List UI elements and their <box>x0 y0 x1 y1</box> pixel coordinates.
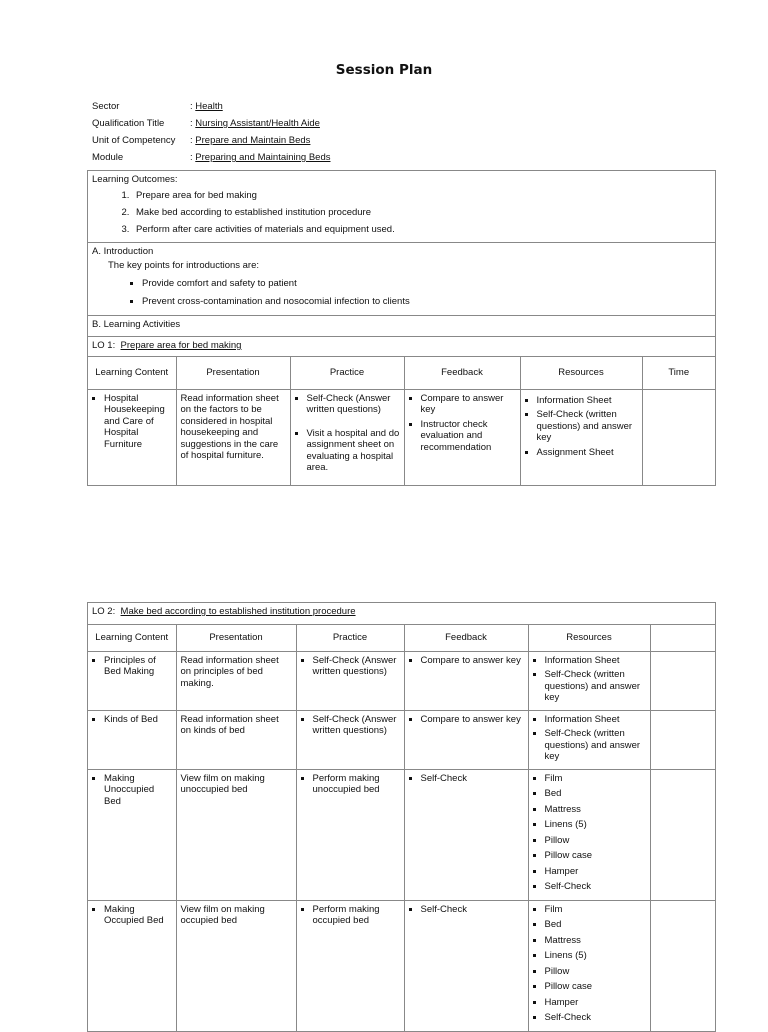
cell-practice-item: ▪ Self-Check (Answer written questions) <box>313 714 400 737</box>
cell-resource-item: ▪ Mattress <box>545 804 646 816</box>
cell-resource-item: ▪ Pillow <box>545 835 646 847</box>
learning-activities-heading: B. Learning Activities <box>88 316 715 337</box>
cell-resource-item: ▪ Mattress <box>545 935 646 947</box>
table-header-row <box>88 625 715 651</box>
cell-time <box>650 769 715 900</box>
learning-outcome-item: 2. Make bed according to established institution procedure <box>132 204 711 221</box>
cell-content: ▪ Kinds of Bed <box>104 714 172 726</box>
col-header-feedback: Feedback <box>404 357 520 389</box>
table-row <box>88 389 715 485</box>
cell-resource-item: ▪ Self-Check (written questions) and answer key <box>537 409 638 444</box>
lo2-label: LO 2: <box>92 606 116 617</box>
cell-resource-item: ▪ Linens (5) <box>545 819 646 831</box>
learning-outcome-item: 1. Prepare area for bed making <box>132 187 711 204</box>
meta-key: Qualification Title <box>92 118 165 129</box>
col-header-practice: Practice <box>296 625 404 651</box>
cell-content: ▪ Hospital Housekeeping and Care of Hospital Furniture <box>104 393 172 451</box>
cell-resource-item: ▪ Film <box>545 773 646 785</box>
lo1-table-wrap <box>88 357 715 485</box>
table-row <box>88 651 715 710</box>
cell-resource-item: ▪ Pillow <box>545 966 646 978</box>
cell-resource-item: ▪ Self-Check (written questions) and answer key <box>545 728 646 763</box>
meta-row-module: Module : Preparing and Maintaining Beds <box>92 152 330 169</box>
lo2-table <box>88 625 715 1031</box>
cell-presentation: View film on making occupied bed <box>176 900 296 1031</box>
introduction-point: ▪ Provide comfort and safety to patient <box>142 275 711 293</box>
meta-key: Unit of Competency <box>92 135 176 146</box>
learning-outcomes-heading: Learning Outcomes: <box>92 174 178 185</box>
cell-resource-item: ▪ Pillow case <box>545 981 646 993</box>
lo1-table <box>88 357 715 485</box>
cell-practice-item: ▪ Perform making occupied bed <box>313 904 400 927</box>
cell-presentation: Read information sheet on principles of bed making. <box>176 651 296 710</box>
cell-resource-item: ▪ Information Sheet <box>545 714 646 726</box>
page-title: Session Plan <box>335 62 433 78</box>
col-header-resources: Resources <box>520 357 642 389</box>
table-row <box>88 710 715 769</box>
col-header-presentation: Presentation <box>176 357 290 389</box>
lo2-table-wrap <box>88 625 715 1031</box>
meta-key: Module <box>92 152 124 163</box>
cell-resource-item: ▪ Bed <box>545 788 646 800</box>
col-header-resources: Resources <box>528 625 650 651</box>
lo1-label: LO 1: <box>92 340 116 351</box>
col-header-content: Learning Content <box>88 357 176 389</box>
cell-resource-item: ▪ Self-Check <box>545 881 646 893</box>
introduction-point: ▪ Prevent cross-contamination and nosocomial infection to clients <box>142 293 711 311</box>
cell-time <box>650 710 715 769</box>
cell-resource-item: ▪ Hamper <box>545 866 646 878</box>
learning-outcome-item: 3. Perform after care activities of materials and equipment used. <box>132 221 711 238</box>
cell-content: ▪ Making Unoccupied Bed <box>104 773 172 808</box>
cell-content: ▪ Making Occupied Bed <box>104 904 172 927</box>
cell-practice-item: ▪ Visit a hospital and do assignment sheet on evaluating a hospital area. <box>307 428 400 474</box>
col-header-time <box>650 625 715 651</box>
cell-time <box>650 900 715 1031</box>
cell-practice-item: ▪ Self-Check (Answer written questions) <box>307 393 400 416</box>
cell-feedback-item: ▪ Self-Check <box>421 773 524 785</box>
cell-feedback-item: ▪ Compare to answer key <box>421 655 524 667</box>
cell-practice-item: ▪ Perform making unoccupied bed <box>313 773 400 796</box>
table-header-row <box>88 357 715 389</box>
cell-time <box>650 651 715 710</box>
cell-resource-item: ▪ Bed <box>545 919 646 931</box>
introduction-lead: The key points for introductions are: <box>108 260 260 271</box>
learning-outcomes-block <box>88 171 715 243</box>
cell-resource-item: ▪ Assignment Sheet <box>537 447 638 459</box>
cell-feedback-item: ▪ Compare to answer key <box>421 714 524 726</box>
lo1-heading <box>88 337 715 357</box>
meta-row-sector: Sector : Health <box>92 101 330 118</box>
cell-presentation: Read information sheet on kinds of bed <box>176 710 296 769</box>
cell-presentation: Read information sheet on the factors to be considered in hospital housekeeping and suggestions in the care of hospital furniture. <box>176 389 290 485</box>
session-plan-box-2 <box>87 602 716 1032</box>
col-header-content: Learning Content <box>88 625 176 651</box>
introduction-block <box>88 243 715 316</box>
cell-resource-item: ▪ Information Sheet <box>545 655 646 667</box>
meta-row-unit: Unit of Competency : Prepare and Maintain Beds <box>92 135 330 152</box>
meta-value: Prepare and Maintain Beds <box>195 135 311 146</box>
col-header-time: Time <box>642 357 715 389</box>
meta-value: Health <box>195 101 223 112</box>
lo1-title: Prepare area for bed making <box>120 340 242 351</box>
meta-value: Preparing and Maintaining Beds <box>195 152 331 163</box>
cell-resource-item: ▪ Hamper <box>545 997 646 1009</box>
meta-value: Nursing Assistant/Health Aide <box>195 118 320 129</box>
cell-feedback-item: ▪ Self-Check <box>421 904 524 916</box>
cell-time <box>642 389 715 485</box>
cell-resource-item: ▪ Linens (5) <box>545 950 646 962</box>
meta-key: Sector <box>92 101 120 112</box>
header-fields <box>92 101 330 169</box>
cell-practice-item: ▪ Self-Check (Answer written questions) <box>313 655 400 678</box>
cell-presentation: View film on making unoccupied bed <box>176 769 296 900</box>
lo2-title: Make bed according to established institution procedure <box>120 606 356 617</box>
cell-resource-item: ▪ Information Sheet <box>537 395 638 407</box>
col-header-presentation: Presentation <box>176 625 296 651</box>
session-plan-box-1 <box>87 170 716 486</box>
cell-feedback-item: ▪ Instructor check evaluation and recommendation <box>421 419 516 454</box>
cell-resource-item: ▪ Self-Check <box>545 1012 646 1024</box>
cell-content: ▪ Principles of Bed Making <box>104 655 172 678</box>
cell-resource-item: ▪ Film <box>545 904 646 916</box>
lo2-heading <box>88 603 715 625</box>
table-row <box>88 900 715 1031</box>
cell-feedback-item: ▪ Compare to answer key <box>421 393 516 416</box>
meta-row-qualification: Qualification Title : Nursing Assistant/Health Aide <box>92 118 330 135</box>
cell-resource-item: ▪ Pillow case <box>545 850 646 862</box>
table-row <box>88 769 715 900</box>
introduction-heading: A. Introduction <box>92 246 154 257</box>
col-header-feedback: Feedback <box>404 625 528 651</box>
col-header-practice: Practice <box>290 357 404 389</box>
cell-resource-item: ▪ Self-Check (written questions) and answer key <box>545 669 646 704</box>
